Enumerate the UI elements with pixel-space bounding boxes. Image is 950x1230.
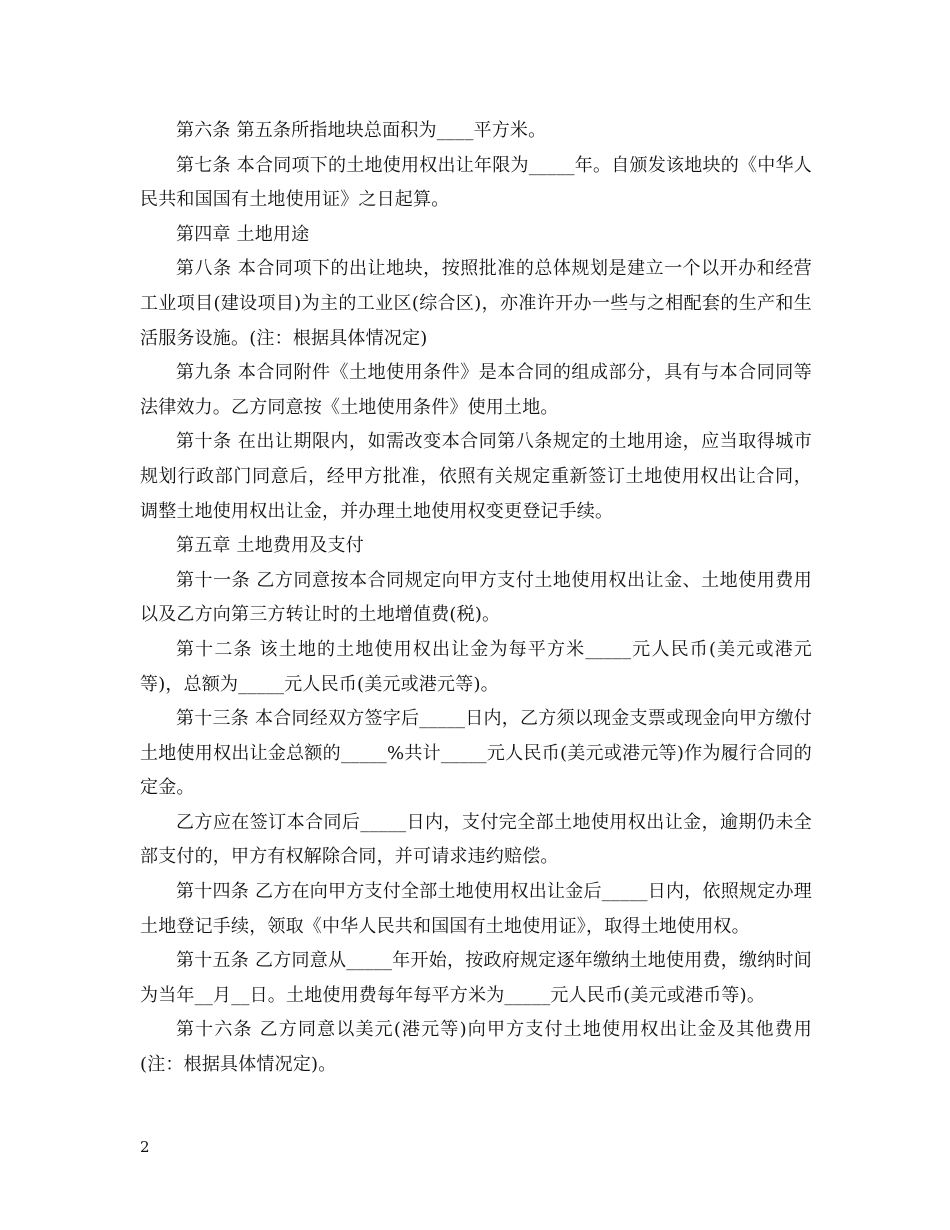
chapter-5-heading: 第五章 土地费用及支付	[176, 535, 364, 557]
page-number: 2	[140, 1138, 150, 1156]
article-8: 第八条 本合同项下的出让地块，按照批准的总体规划是建立一个以开办和经营工业项目(建设项目)为主的工业区(综合区)，亦准许开办一些与之相配套的生产和生活服务设施。(注：根据具体情况定)	[140, 258, 812, 349]
article-13: 第十三条 本合同经双方签字后_____日内，乙方须以现金支票或现金向甲方缴付土地使用权出让金总额的_____%共计_____元人民币(美元或港元等)作为履行合同的定金。	[140, 708, 812, 799]
article-7: 第七条 本合同项下的土地使用权出让年限为_____年。自颁发该地块的《中华人民共和国国有土地使用证》之日起算。	[140, 154, 812, 211]
article-11: 第十一条 乙方同意按本合同规定向甲方支付土地使用权出让金、土地使用费用以及乙方向第三方转让时的土地增值费(税)。	[140, 569, 812, 626]
article-12: 第十二条 该土地的土地使用权出让金为每平方米_____元人民币(美元或港元等)，总额为_____元人民币(美元或港元等)。	[140, 638, 812, 695]
document-body	[140, 114, 812, 1083]
article-13-continuation: 乙方应在签订本合同后_____日内，支付完全部土地使用权出让金，逾期仍未全部支付的，甲方有权解除合同，并可请求违约赔偿。	[140, 811, 812, 868]
article-9: 第九条 本合同附件《土地使用条件》是本合同的组成部分，具有与本合同同等法律效力。乙方同意按《土地使用条件》使用土地。	[140, 362, 812, 418]
article-15: 第十五条 乙方同意从_____年开始，按政府规定逐年缴纳土地使用费，缴纳时间为当年__月__日。土地使用费每年每平方米为_____元人民币(美元或港币等)。	[140, 950, 812, 1006]
article-16: 第十六条 乙方同意以美元(港元等)向甲方支付土地使用权出让金及其他费用(注：根据具体情况定)。	[140, 1019, 812, 1076]
article-6: 第六条 第五条所指地块总面积为____平方米。	[176, 120, 547, 141]
article-14: 第十四条 乙方在向甲方支付全部土地使用权出让金后_____日内，依照规定办理土地登记手续，领取《中华人民共和国国有土地使用证》，取得土地使用权。	[140, 881, 812, 937]
article-10: 第十条 在出让期限内，如需改变本合同第八条规定的土地用途，应当取得城市规划行政部门同意后，经甲方批准，依照有关规定重新签订土地使用权出让合同，调整土地使用权出让金，并办理土地使用权变更登记手续。	[140, 431, 812, 522]
chapter-4-heading: 第四章 土地用途	[176, 223, 310, 245]
